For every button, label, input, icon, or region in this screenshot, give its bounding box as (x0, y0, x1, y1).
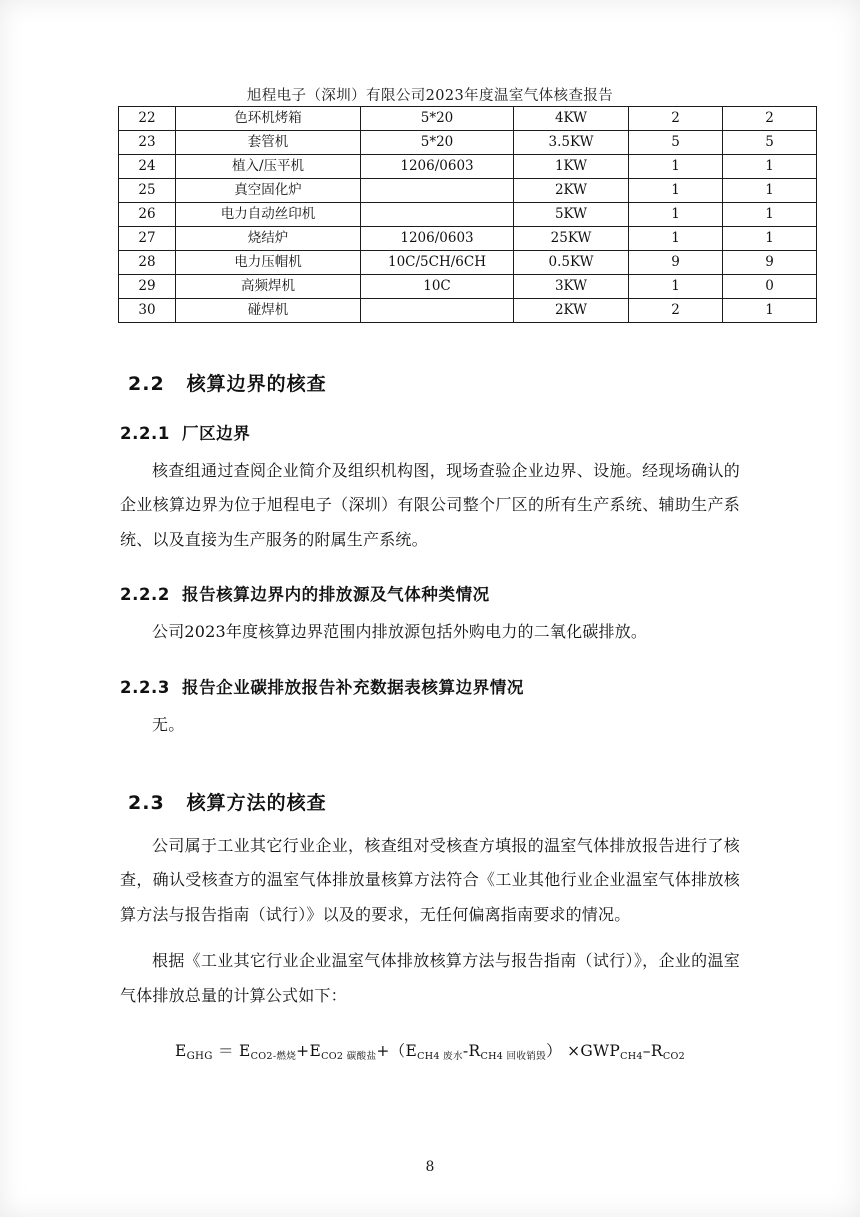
section-number: 2.2.2 (120, 585, 170, 605)
formula-plus1: + (296, 1041, 310, 1060)
cell-power: 2KW (514, 299, 629, 323)
cell-qty2: 0 (723, 275, 817, 299)
table-row (119, 251, 817, 275)
cell-spec (361, 299, 514, 323)
cell-no: 23 (119, 131, 176, 155)
cell-power: 5KW (514, 203, 629, 227)
cell-qty2: 1 (723, 179, 817, 203)
section-number: 2.3 (128, 791, 165, 814)
page-content (120, 106, 774, 1062)
formula-term5-sub: CH4 (620, 1050, 643, 1062)
cell-name: 电力自动丝印机 (176, 203, 361, 227)
paragraph-2-3-2: 根据《工业其它行业企业温室气体排放核算方法与报告指南（试行）》，企业的温室气体排放总量的计算公式如下： (120, 951, 740, 1005)
table-row (119, 299, 817, 323)
cell-no: 30 (119, 299, 176, 323)
table-row (119, 131, 817, 155)
formula-term3-sub: CH4 废水 (417, 1050, 463, 1062)
cell-name: 碰焊机 (176, 299, 361, 323)
cell-qty1: 1 (629, 155, 723, 179)
cell-qty2: 1 (723, 203, 817, 227)
formula-equals: ＝ (217, 1041, 234, 1060)
cell-name: 植入/压平机 (176, 155, 361, 179)
section-number: 2.2.1 (120, 424, 170, 443)
formula-plus2: +（ (376, 1041, 406, 1060)
cell-spec: 5*20 (361, 107, 514, 131)
formula-term6-sub: CO2 (662, 1050, 686, 1062)
formula-term1-sub: CO2-燃烧 (250, 1050, 297, 1062)
section-title: 核算边界的核查 (186, 373, 327, 395)
section-title: 厂区边界 (181, 424, 251, 443)
formula-term4-sub: CH4 回收销毁 (480, 1050, 547, 1062)
section-number: 2.2 (128, 373, 165, 395)
cell-name: 套管机 (176, 131, 361, 155)
formula-tail: –R (642, 1041, 663, 1060)
cell-qty1: 1 (629, 179, 723, 203)
table-row (119, 275, 817, 299)
cell-qty1: 1 (629, 203, 723, 227)
section-heading-2-2-2 (120, 581, 740, 605)
cell-no: 24 (119, 155, 176, 179)
section-title: 报告企业碳排放报告补充数据表核算边界情况 (181, 677, 524, 697)
page-number: 8 (425, 1159, 435, 1175)
cell-no: 25 (119, 179, 176, 203)
cell-no: 27 (119, 227, 176, 251)
cell-qty1: 9 (629, 251, 723, 275)
section-title: 核算方法的核查 (186, 791, 327, 814)
cell-qty2: 9 (723, 251, 817, 275)
cell-power: 3KW (514, 275, 629, 299)
paragraph-2-3-1: 公司属于工业其它行业企业，核查组对受核查方填报的温室气体排放报告进行了核查，确认受核查方的温室气体排放量核算方法符合《工业其他行业企业温室气体排放核算方法与报告指南（试行）》以及的要求，无任何偏离指南要求的情况。 (120, 835, 740, 924)
cell-qty2: 5 (723, 131, 817, 155)
formula-close-paren: ） (546, 1041, 562, 1060)
cell-power: 3.5KW (514, 131, 629, 155)
cell-spec: 1206/0603 (361, 155, 514, 179)
cell-name: 烧结炉 (176, 227, 361, 251)
equipment-table-body (119, 107, 817, 323)
section-heading-2-2 (128, 369, 740, 396)
cell-power: 1KW (514, 155, 629, 179)
paragraph-2-2-1: 核查组通过查阅企业简介及组织机构图，现场查验企业边界、设施。经现场确认的企业核算边界为位于旭程电子（深圳）有限公司整个厂区的所有生产系统、辅助生产系统、以及直接为生产服务的附属生产系统。 (120, 461, 740, 549)
cell-name: 真空固化炉 (176, 179, 361, 203)
section-heading-2-2-1 (120, 420, 740, 444)
cell-qty2: 1 (723, 299, 817, 323)
cell-power: 4KW (514, 107, 629, 131)
cell-qty1: 1 (629, 227, 723, 251)
formula-term3: E (405, 1041, 418, 1060)
paragraph-2-2-2: 公司2023年度核算边界范围内排放源包括外购电力的二氧化碳排放。 (152, 622, 648, 642)
table-row (119, 227, 817, 251)
formula-minus: -R (462, 1041, 481, 1060)
cell-qty2: 1 (723, 155, 817, 179)
cell-spec: 10C (361, 275, 514, 299)
section-heading-2-2-3 (120, 674, 740, 698)
formula-multiply: ×GWP (567, 1041, 621, 1060)
cell-spec: 5*20 (361, 131, 514, 155)
cell-qty1: 2 (629, 299, 723, 323)
section-title: 报告核算边界内的排放源及气体种类情况 (181, 585, 490, 605)
formula-lhs-sub: GHG (186, 1050, 213, 1062)
cell-qty1: 1 (629, 275, 723, 299)
cell-name: 电力压帽机 (176, 251, 361, 275)
cell-no: 26 (119, 203, 176, 227)
cell-qty2: 2 (723, 107, 817, 131)
emission-formula (120, 1039, 740, 1062)
table-row (119, 107, 817, 131)
cell-power: 0.5KW (514, 251, 629, 275)
cell-spec (361, 179, 514, 203)
table-row (119, 179, 817, 203)
formula-term2: E (309, 1041, 322, 1060)
formula-term2-sub: CO2 碳酸盐 (321, 1050, 377, 1062)
cell-no: 22 (119, 107, 176, 131)
cell-qty1: 5 (629, 131, 723, 155)
formula-term1: E (239, 1041, 251, 1060)
cell-name: 高频焊机 (176, 275, 361, 299)
section-heading-2-3 (128, 788, 740, 815)
cell-spec (361, 203, 514, 227)
cell-no: 28 (119, 251, 176, 275)
cell-qty1: 2 (629, 107, 723, 131)
section-number: 2.2.3 (120, 677, 170, 697)
table-row (119, 203, 817, 227)
cell-spec: 1206/0603 (361, 227, 514, 251)
formula-lhs: E (174, 1041, 187, 1060)
cell-no: 29 (119, 275, 176, 299)
table-row (119, 155, 817, 179)
paragraph-2-2-3: 无。 (152, 714, 185, 734)
cell-spec: 10C/5CH/6CH (361, 251, 514, 275)
cell-qty2: 1 (723, 227, 817, 251)
cell-power: 2KW (514, 179, 629, 203)
equipment-table (118, 106, 817, 323)
cell-name: 色环机烤箱 (176, 107, 361, 131)
cell-power: 25KW (514, 227, 629, 251)
running-header: 旭程电子（深圳）有限公司2023年度温室气体核查报告 (246, 88, 614, 104)
